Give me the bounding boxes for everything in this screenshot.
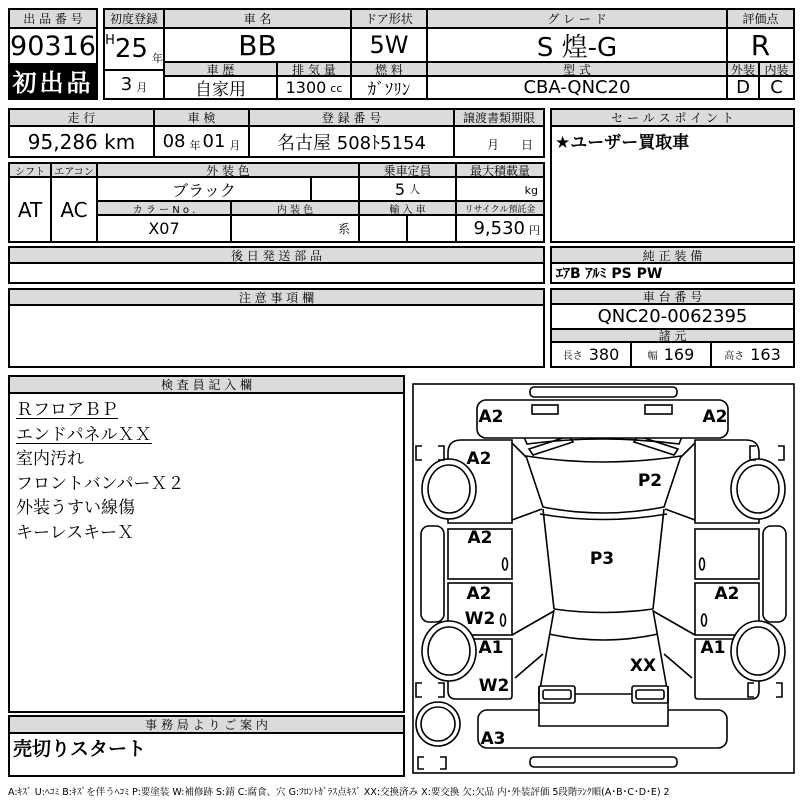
aircon-header: エアコン xyxy=(52,164,98,178)
inspection-year-unit: 年 xyxy=(189,139,201,152)
first-reg-month xyxy=(105,71,165,98)
capacity-unit: 人 xyxy=(409,183,421,196)
grade-value: S 煌-G xyxy=(428,29,728,63)
spec-width-label: 幅 xyxy=(647,351,658,362)
damage-label-left-rear-door-w2: W2 xyxy=(464,609,496,629)
inspector-line: フロントバンパーＸ２ xyxy=(16,473,185,494)
history-header: 車 歴 xyxy=(165,63,278,77)
office-box xyxy=(8,715,405,777)
inspector-line: エンドパネルＸＸ xyxy=(16,424,152,445)
first-reg-year xyxy=(105,29,165,71)
door-header: ドア形状 xyxy=(352,10,428,29)
car-name-value: BB xyxy=(165,29,352,63)
office-value: 売切りスタート xyxy=(13,737,147,760)
right-rocker-panel xyxy=(763,526,786,622)
equipment-header: 純 正 装 備 xyxy=(552,248,793,264)
chassis-box xyxy=(550,288,795,368)
spare-tire xyxy=(416,702,460,746)
first-reg-month-unit: 月 xyxy=(136,81,148,94)
transfer-value xyxy=(455,127,543,156)
door-value: 5W xyxy=(352,29,428,63)
import-header: 輸 入 車 xyxy=(360,202,457,216)
ext-color-value: ブラック xyxy=(98,178,312,202)
damage-label-left-quarter-w2: W2 xyxy=(478,676,510,696)
first-reg-era: H xyxy=(105,33,115,48)
interior-value: C xyxy=(770,77,783,98)
left-wiper xyxy=(529,436,573,455)
inspector-line: 外装うすい線傷 xyxy=(16,498,135,518)
lot-header: 出 品 番 号 xyxy=(10,10,96,29)
capacity-number: 5 xyxy=(394,179,406,199)
import-cell-2 xyxy=(408,216,457,241)
displacement-value xyxy=(278,77,352,98)
inspector-lines xyxy=(16,398,401,545)
aircon-value: AC xyxy=(52,178,98,241)
front-bumper-strip xyxy=(530,387,677,397)
front-bumper xyxy=(477,400,728,438)
int-color-value: 系 xyxy=(232,216,360,241)
right-wiper xyxy=(634,436,678,455)
chassis-header: 車 台 番 号 xyxy=(552,290,793,305)
color-no-value: X07 xyxy=(98,216,232,241)
exterior-header: 外装 xyxy=(728,63,760,77)
fuel-header: 燃 料 xyxy=(352,63,428,77)
lot-number: 90316 xyxy=(10,30,96,62)
recycle-unit: 円 xyxy=(529,224,540,237)
spec-height xyxy=(712,343,793,366)
left-rocker-panel xyxy=(421,526,444,622)
sales-point-box xyxy=(550,108,795,243)
later-parts-box xyxy=(8,246,545,284)
later-parts-header: 後 日 発 送 部 品 xyxy=(10,248,543,264)
int-color-header: 内 装 色 xyxy=(232,202,360,216)
recycle-value xyxy=(457,216,543,241)
transfer-month-label: 月 xyxy=(486,138,499,152)
equipment-value: ｴｱB ｱﾙﾐ PS PW xyxy=(556,266,663,282)
fold-bracket xyxy=(418,757,446,769)
score-header: 評価点 xyxy=(728,10,793,29)
import-cell-1 xyxy=(360,216,408,241)
notes-box xyxy=(8,288,545,368)
spec-width-value: 169 xyxy=(663,345,695,364)
damage-label-front-bumper-right: A2 xyxy=(702,407,728,427)
inspector-line: ＲフロアＢＰ xyxy=(16,400,118,420)
displacement-unit: cc xyxy=(330,82,343,95)
displacement-header: 排 気 量 xyxy=(278,63,352,77)
ext-color-header: 外 装 色 xyxy=(98,164,360,178)
roof-rear-edge xyxy=(554,609,653,613)
history-value: 自家用 xyxy=(165,77,278,98)
chassis-value: QNC20-0062395 xyxy=(552,305,793,330)
door-handle xyxy=(702,614,707,626)
score-value: R xyxy=(728,29,793,63)
mileage-header: 走 行 xyxy=(10,110,155,127)
damage-label-left-fender: A2 xyxy=(466,449,492,469)
mileage-value: 95,286 km xyxy=(10,127,155,156)
spec-height-label: 高さ xyxy=(724,351,745,362)
inspector-line: 室内汚れ xyxy=(16,449,84,469)
spec-length xyxy=(552,343,632,366)
fold-bracket xyxy=(748,683,782,697)
top-table xyxy=(103,8,795,100)
car-name-header: 車 名 xyxy=(165,10,352,29)
vehicle-damage-diagram xyxy=(412,383,795,774)
model-header: 型 式 xyxy=(428,63,728,77)
hatch-sides xyxy=(540,610,667,689)
color-table xyxy=(8,162,545,243)
door-handle xyxy=(503,558,508,570)
damage-label-left-rear-door: A2 xyxy=(466,584,492,604)
inspector-box xyxy=(8,375,405,713)
recycle-header: リサイクル預託金 xyxy=(457,202,543,216)
sales-point-value: ★ユーザー買取車 xyxy=(555,132,690,153)
front-right-wheel xyxy=(731,459,785,519)
damage-label-left-front-door: A2 xyxy=(467,528,493,548)
hatch-lower-fill xyxy=(539,686,668,726)
transfer-header: 譲渡書類期限 xyxy=(455,110,543,127)
rear-right-wheel xyxy=(731,621,785,681)
reg-no-value: 名古屋 508ﾄ5154 xyxy=(250,127,455,156)
fold-bracket xyxy=(416,683,444,697)
fold-bracket xyxy=(750,446,784,460)
ext-color-extra-cell xyxy=(312,178,360,202)
rear-window-edge xyxy=(549,634,658,640)
max-load-header: 最大積載量 xyxy=(457,164,543,178)
model-value: CBA-QNC20 xyxy=(428,77,728,98)
capacity-header: 乗車定員 xyxy=(360,164,457,178)
rear-left-wheel xyxy=(422,621,476,681)
first-reg-year-unit: 年 xyxy=(151,52,163,65)
inspector-line: キーレスキーＸ xyxy=(16,522,135,543)
lot-box xyxy=(8,8,98,100)
a-pillar-folds xyxy=(512,443,695,520)
rear-bumper-strip xyxy=(530,757,677,767)
damage-label-rear-hatch: XX xyxy=(629,656,657,676)
interior-header: 内装 xyxy=(760,63,793,77)
damage-label-rear-bumper: A3 xyxy=(480,729,506,749)
fold-bracket xyxy=(416,446,444,460)
damage-label-left-quarter: A1 xyxy=(478,638,504,658)
inspection-year: 08 xyxy=(162,131,186,152)
first-reg-year-value: 25 xyxy=(114,34,148,64)
max-load-value: kg xyxy=(457,178,543,202)
recycle-number: 9,530 xyxy=(473,218,525,239)
mileage-table xyxy=(8,108,545,158)
spec-length-value: 380 xyxy=(588,345,620,364)
damage-label-windshield: P2 xyxy=(637,471,663,491)
c-pillar-folds xyxy=(512,611,695,678)
right-front-door xyxy=(695,529,759,579)
inspection-value xyxy=(155,127,250,156)
reg-no-header: 登 録 番 号 xyxy=(250,110,455,127)
exterior-value: D xyxy=(728,77,760,98)
color-no-header: カ ラ ー N o . xyxy=(98,202,232,216)
transfer-day-label: 日 xyxy=(520,138,533,152)
office-header: 事 務 局 よ り ご 案 内 xyxy=(10,717,403,734)
roof-front-edge xyxy=(540,514,667,520)
fuel-value: ｶﾞｿﾘﾝ xyxy=(352,77,428,98)
specs-header: 諸 元 xyxy=(552,330,793,343)
spec-width xyxy=(632,343,712,366)
capacity-value xyxy=(360,178,457,202)
displacement-number: 1300 xyxy=(285,78,327,97)
equipment-box xyxy=(550,246,795,284)
inspection-month-unit: 月 xyxy=(229,139,241,152)
sales-point-header: セ ー ル ス ポ イ ン ト xyxy=(552,110,793,127)
first-reg-header: 初度登録 xyxy=(105,10,165,29)
first-reg-month-value: 3 xyxy=(120,74,133,95)
damage-label-right-quarter: A1 xyxy=(700,638,726,658)
first-listing-badge: 初出品 xyxy=(10,63,96,98)
inspector-header: 検 査 員 記 入 欄 xyxy=(10,377,403,394)
spec-length-label: 長さ xyxy=(562,351,583,362)
damage-code-legend: A:ｷｽﾞ U:ﾍｺﾐ B:ｷｽﾞを伴うﾍｺﾐ P:要塗装 W:補修跡 S:錆 C:腐食、穴 G:ﾌﾛﾝﾄｶﾞﾗｽ点ｷｽﾞ XX:交換済み X:要交換 欠:欠品 内･外装評価 5段階ﾗﾝｸ順(A･B･C･D･E) 2 xyxy=(8,787,670,798)
shift-value: AT xyxy=(10,178,52,241)
inspection-header: 車 検 xyxy=(155,110,250,127)
spec-height-value: 163 xyxy=(750,345,781,364)
shift-header: シフト xyxy=(10,164,52,178)
damage-label-roof: P3 xyxy=(589,549,615,569)
notes-header: 注 意 事 項 欄 xyxy=(10,290,543,306)
inspection-month: 01 xyxy=(202,131,226,152)
damage-label-front-bumper-left: A2 xyxy=(478,407,504,427)
door-handle xyxy=(501,614,506,626)
damage-label-right-rear-door: A2 xyxy=(714,584,740,604)
grade-header: グ レ ー ド xyxy=(428,10,728,29)
door-handle xyxy=(700,558,705,570)
